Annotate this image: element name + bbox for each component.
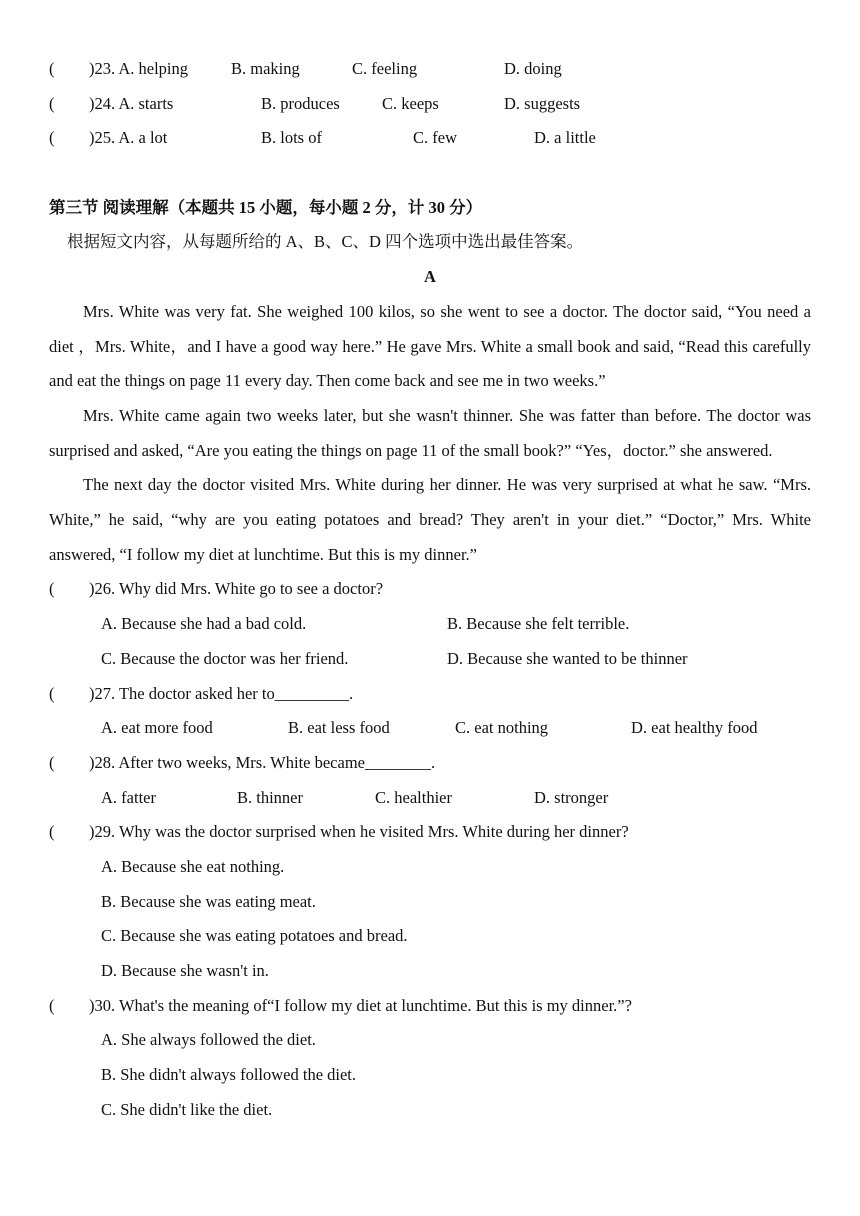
option-a: A. eat more food <box>101 718 213 738</box>
option-c: C. Because she was eating potatoes and bread. <box>101 926 408 946</box>
option-b: B. Because she was eating meat. <box>101 891 316 911</box>
question-26 <box>49 572 811 607</box>
question-text: )29. Why was the doctor surprised when he visited Mrs. White during her dinner? <box>89 822 629 842</box>
question-text: )24. A. starts <box>89 93 174 113</box>
option-a: A. fatter <box>101 787 156 807</box>
answer-blank[interactable]: ( <box>49 995 55 1015</box>
option-d: D. suggests <box>504 93 581 113</box>
question-23 <box>49 52 811 87</box>
option-c: C. Because the doctor was her friend. <box>101 648 349 668</box>
option-b: B. making <box>231 59 300 78</box>
options-row <box>49 607 811 642</box>
answer-blank[interactable]: ( <box>49 683 55 703</box>
options-row <box>49 642 811 677</box>
option-a: A. Because she had a bad cold. <box>101 614 307 634</box>
answer-blank[interactable]: ( <box>49 59 55 78</box>
question-24 <box>49 87 811 122</box>
exam-page <box>49 52 811 1127</box>
option-a: A. Because she eat nothing. <box>101 856 285 876</box>
option-d: D. Because she wanted to be thinner <box>447 648 688 668</box>
answer-blank[interactable]: ( <box>49 579 55 599</box>
option-c: C. keeps <box>382 93 439 113</box>
passage-label: A <box>424 267 436 287</box>
option-b: B. Because she felt terrible. <box>447 614 630 634</box>
answer-blank[interactable]: ( <box>49 128 55 148</box>
option-c: C. She didn't like the diet. <box>101 1099 273 1119</box>
answer-blank[interactable]: ( <box>49 822 55 842</box>
option-d: D. eat healthy food <box>631 718 758 738</box>
passage-paragraph-1: Mrs. White was very fat. She weighed 100 kilos, so she went to see a doctor. The doctor said, “You need a diet ，Mrs. White，and I have a good way here.” He gave Mrs. White a small book and said, “Read this carefully and eat the things on page 11 every day. Then come back and see me in two weeks.” <box>49 301 811 391</box>
option-a: A. She always followed the diet. <box>101 1030 316 1050</box>
answer-blank[interactable]: ( <box>49 752 55 772</box>
question-text: )26. Why did Mrs. White go to see a doctor? <box>89 579 384 599</box>
option-c: C. feeling <box>352 59 418 78</box>
option-b: B. eat less food <box>288 718 390 738</box>
section-heading: 第三节 阅读理解（本题共 15 小题，每小题 2 分，计 30 分） <box>49 197 483 217</box>
options-row <box>49 781 811 816</box>
question-text: )28. After two weeks, Mrs. White became________. <box>89 752 436 772</box>
question-27 <box>49 677 811 712</box>
question-text: )25. A. a lot <box>89 128 168 148</box>
question-text: )23. A. helping <box>89 59 188 78</box>
passage-paragraph-3: The next day the doctor visited Mrs. White during her dinner. He was very surprised at what he saw. “Mrs. White,” he said, “why are you eating potatoes and bread? They aren't in your diet.” “Doctor,” Mrs. White answered, “I follow my diet at lunchtime. But this is my dinner.” <box>49 475 811 564</box>
options-row <box>49 711 811 746</box>
option-d: D. Because she wasn't in. <box>101 961 269 980</box>
option-d: D. stronger <box>534 787 609 807</box>
option-b: B. thinner <box>237 787 303 807</box>
question-text: )30. What's the meaning of“I follow my diet at lunchtime. But this is my dinner.”? <box>89 995 632 1015</box>
question-29 <box>49 815 811 850</box>
passage-paragraph-2: Mrs. White came again two weeks later, but she wasn't thinner. She was fatter than before. The doctor was surprised and asked, “Are you eating the things on page 11 of the small book?” “Yes，doctor.” she answered. <box>49 405 811 460</box>
option-c: C. few <box>413 128 457 148</box>
option-b: B. She didn't always followed the diet. <box>101 1065 357 1085</box>
answer-blank[interactable]: ( <box>49 93 55 113</box>
option-b: B. produces <box>261 93 340 113</box>
question-text: )27. The doctor asked her to_________. <box>89 683 354 703</box>
section-instruction: 根据短文内容，从每题所给的 A、B、C、D 四个选项中选出最佳答案。 <box>67 232 584 252</box>
option-d: D. doing <box>504 59 562 78</box>
option-b: B. lots of <box>261 128 322 148</box>
option-c: C. eat nothing <box>455 718 549 738</box>
question-30 <box>49 989 811 1024</box>
question-25 <box>49 121 811 156</box>
option-c: C. healthier <box>375 787 452 807</box>
question-28 <box>49 746 811 781</box>
option-d: D. a little <box>534 128 596 148</box>
